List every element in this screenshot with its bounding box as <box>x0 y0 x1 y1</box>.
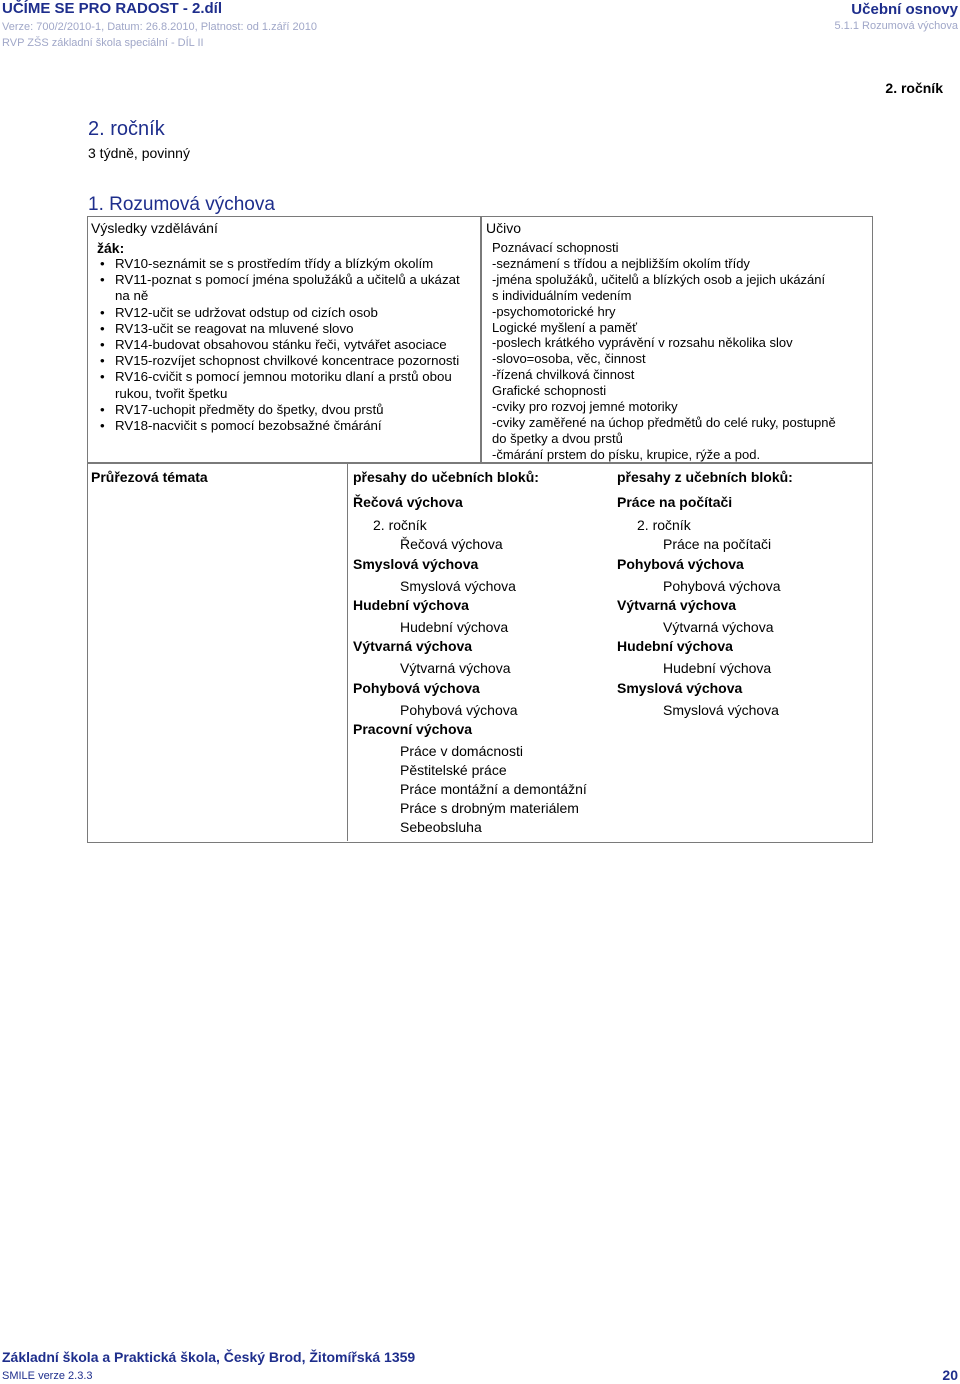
curriculum-line: -jména spolužáků, učitelů a blízkých osob a jejich ukázání <box>492 271 826 287</box>
grade-title: 2. ročník <box>88 118 165 140</box>
subject-item[interactable]: Pohybová výchova <box>400 702 518 718</box>
overlaps-to-header: přesahy do učebních bloků: <box>353 469 539 485</box>
subject-item[interactable]: Smyslová výchova <box>400 578 516 594</box>
bullet-icon: • <box>100 337 105 353</box>
curriculum-line: -psychomotorické hry <box>492 303 616 319</box>
grade-label: 2. ročník <box>373 517 427 533</box>
outcome-text: RV18-nacvičit s pomocí bezobsažné čmárání <box>115 418 382 434</box>
list-item <box>100 337 472 353</box>
subject-item[interactable]: Práce v domácnosti <box>400 743 523 759</box>
bullet-icon: • <box>100 272 105 288</box>
subject-item[interactable]: Sebeobsluha <box>400 819 482 835</box>
subject-link[interactable]: Pracovní výchova <box>353 721 473 737</box>
version-line: Verze: 700/2/2010-1, Datum: 26.8.2010, Platnost: od 1.září 2010 <box>2 21 317 33</box>
subject-link[interactable]: Smyslová výchova <box>617 680 743 696</box>
list-item <box>100 369 472 401</box>
subject-link[interactable]: Řečová výchova <box>353 494 463 510</box>
subject-link[interactable]: Pohybová výchova <box>617 556 744 572</box>
subject-item[interactable]: Pohybová výchova <box>663 578 781 594</box>
bullet-icon: • <box>100 369 105 385</box>
list-item <box>100 402 472 418</box>
curriculum-line: -seznámení s třídou a nejbližším okolím třídy <box>492 255 750 271</box>
subject-link[interactable]: Výtvarná výchova <box>353 638 473 654</box>
list-item <box>100 321 472 337</box>
page-number: 20 <box>942 1367 958 1383</box>
bullet-icon: • <box>100 401 105 417</box>
subject-item[interactable]: Smyslová výchova <box>663 702 779 718</box>
list-item <box>100 418 472 434</box>
subject-link[interactable]: Práce na počítači <box>617 494 733 510</box>
subject-item[interactable]: Hudební výchova <box>400 619 509 635</box>
subject-link[interactable]: Smyslová výchova <box>353 556 479 572</box>
curriculum-line: -poslech krátkého vyprávění v rozsahu několika slov <box>492 335 793 351</box>
curriculum-line: do špetky a dvou prstů <box>492 430 623 446</box>
document-title: UČÍME SE PRO RADOST - 2.díl <box>2 0 223 17</box>
bullet-icon: • <box>100 418 105 434</box>
list-item <box>100 256 472 272</box>
subject-link[interactable]: Pohybová výchova <box>353 680 480 696</box>
outcome-text: RV12-učit se udržovat odstup od cizích osob <box>115 304 378 320</box>
outcome-text: RV17-uchopit předměty do špetky, dvou prstů <box>115 401 384 417</box>
curriculum-list <box>492 240 868 463</box>
curriculum-line: s individuálním vedením <box>492 287 632 303</box>
outcome-text: RV14-budovat obsahovou stánku řeči, vytvářet asociace <box>115 337 447 353</box>
curriculum-line: Grafické schopnosti <box>492 383 607 399</box>
curriculum-line: Logické myšlení a paměť <box>492 319 638 335</box>
bullet-icon: • <box>100 320 105 336</box>
cross-topics-header: Průřezová témata <box>91 469 208 485</box>
outcome-text: RV16-cvičit s pomocí jemnou motoriku dlaní a prstů obou rukou, tvořit špetku <box>115 369 452 401</box>
list-item <box>100 353 472 369</box>
subject-item[interactable]: Výtvarná výchova <box>400 660 511 676</box>
subject-title: 1. Rozumová výchova <box>88 194 275 215</box>
curriculum-line: -cviky pro rozvoj jemné motoriky <box>492 399 678 415</box>
bullet-icon: • <box>100 353 105 369</box>
section-title: Učební osnovy <box>851 1 958 18</box>
bullet-icon: • <box>100 304 105 320</box>
grade-label-right: 2. ročník <box>885 80 943 96</box>
subject-link[interactable]: Hudební výchova <box>617 638 733 654</box>
rvp-line: RVP ZŠS základní škola speciální - DÍL II <box>2 37 204 49</box>
subject-item[interactable]: Hudební výchova <box>663 660 772 676</box>
subject-link[interactable]: Hudební výchova <box>353 597 469 613</box>
bullet-icon: • <box>100 256 105 271</box>
subject-item[interactable]: Práce montážní a demontážní <box>400 781 587 797</box>
section-subtitle: 5.1.1 Rozumová výchova <box>834 20 958 32</box>
outcome-text: RV13-učit se reagovat na mluvené slovo <box>115 320 354 336</box>
subject-item[interactable]: Pěstitelské práce <box>400 762 507 778</box>
outcome-text: RV10-seznámit se s prostředím třídy a blízkým okolím <box>115 256 434 271</box>
outcomes-list <box>100 256 472 434</box>
outcomes-header: Výsledky vzdělávání <box>91 220 218 236</box>
curriculum-line: -cviky zaměřené na úchop předmětů do celé ruky, postupně <box>492 414 836 430</box>
list-item <box>100 272 472 304</box>
footer-school-name: Základní škola a Praktická škola, Český Brod, Žitomířská 1359 <box>2 1349 416 1365</box>
curriculum-header: Učivo <box>486 220 522 236</box>
column-divider <box>347 463 348 841</box>
list-item <box>100 305 472 321</box>
grade-label: 2. ročník <box>637 517 691 533</box>
curriculum-line: Poznávací schopnosti <box>492 240 619 255</box>
curriculum-line: -čmárání prstem do písku, krupice, rýže a pod. <box>492 446 761 462</box>
grade-hours: 3 týdně, povinný <box>88 145 190 161</box>
subject-item[interactable]: Výtvarná výchova <box>663 619 774 635</box>
pupil-label: žák: <box>97 240 125 256</box>
curriculum-line: -slovo=osoba, věc, činnost <box>492 351 646 367</box>
overlaps-from-header: přesahy z učebních bloků: <box>617 469 793 485</box>
subject-item[interactable]: Práce s drobným materiálem <box>400 800 579 816</box>
subject-item[interactable]: Práce na počítači <box>663 536 772 552</box>
outcome-text: RV15-rozvíjet schopnost chvilkové koncentrace pozornosti <box>115 353 460 369</box>
curriculum-line: -řízená chvilková činnost <box>492 367 635 383</box>
footer-version: SMILE verze 2.3.3 <box>2 1370 93 1382</box>
outcome-text: RV11-poznat s pomocí jména spolužáků a učitelů a ukázat na ně <box>115 272 460 304</box>
subject-link[interactable]: Výtvarná výchova <box>617 597 737 613</box>
subject-item[interactable]: Řečová výchova <box>400 536 503 552</box>
